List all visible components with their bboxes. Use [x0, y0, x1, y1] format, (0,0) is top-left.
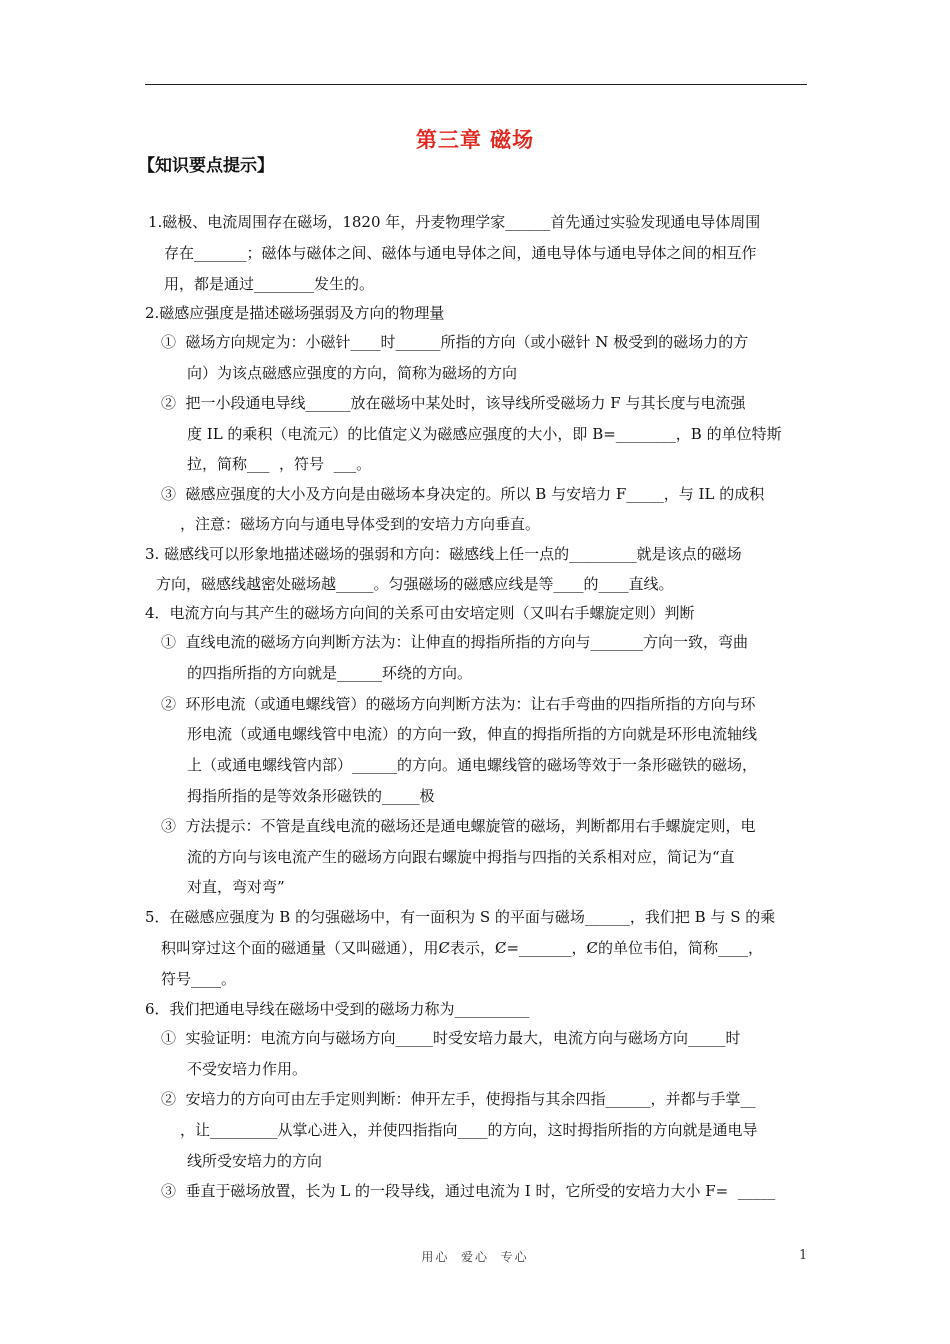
- text-line: 用，都是通过________发生的。: [164, 275, 375, 293]
- text-line: ③ 方法提示：不管是直线电流的磁场还是通电螺旋管的磁场，判断都用右手螺旋定则，电: [161, 817, 756, 835]
- text-line: 流的方向与该电流产生的磁场方向跟右螺旋中拇指与四指的关系相对应，简记为“直: [187, 848, 735, 866]
- text-line: 拇指所指的是等效条形磁铁的_____极: [187, 787, 435, 805]
- text-line: 拉，简称___ ，符号 ___。: [187, 455, 372, 473]
- text-line: 上（或通电螺线管内部）______的方向。通电螺线管的磁场等效于一条形磁铁的磁场，: [187, 756, 758, 774]
- text-line: 存在_______；磁体与磁体之间、磁体与通电导体之间，通电导体与通电导体之间的相互作: [164, 244, 757, 262]
- text-line: 线所受安培力的方向: [187, 1152, 323, 1170]
- text-line: 形电流（或通电螺线管中电流）的方向一致，伸直的拇指所指的方向就是环形电流轴线: [187, 725, 758, 743]
- header-rule: [145, 84, 807, 85]
- chapter-title: 第三章 磁场: [415, 128, 535, 152]
- text-line: ② 安培力的方向可由左手定则判断：伸开左手，使拇指与其余四指______，并都与手掌__: [161, 1090, 756, 1108]
- text-line: ，注意：磁场方向与通电导体受到的安培力方向垂直。: [180, 515, 541, 533]
- text-line: 方向，磁感线越密处磁场越_____。匀强磁场的磁感应线是等____的____直线。: [156, 575, 674, 593]
- text-line: ③ 垂直于磁场放置，长为 L 的一段导线，通过电流为 I 时，它所受的安培力大小 F= _____: [161, 1182, 776, 1200]
- text-line: ② 环形电流（或通电螺线管）的磁场方向判断方法为：让右手弯曲的四指所指的方向与环: [161, 695, 756, 713]
- text-line: 积叫穿过这个面的磁通量（又叫磁通），用Ȼ表示，Ȼ=_______，Ȼ的单位韦伯，简称____，: [161, 939, 764, 957]
- text-line: 4．电流方向与其产生的磁场方向间的关系可由安培定则（又叫右手螺旋定则）判断: [145, 604, 695, 622]
- text-line: 5．在磁感应强度为 B 的匀强磁场中，有一面积为 S 的平面与磁场______，我们把 B 与 S 的乘: [145, 908, 776, 926]
- text-line: 向）为该点磁感应强度的方向，简称为磁场的方向: [187, 364, 518, 382]
- text-line: ② 把一小段通电导线______放在磁场中某处时，该导线所受磁场力 F 与其长度与电流强: [161, 394, 746, 412]
- text-line: ① 实验证明：电流方向与磁场方向_____时受安培力最大，电流方向与磁场方向_____时: [161, 1029, 741, 1047]
- text-line: 3. 磁感线可以形象地描述磁场的强弱和方向：磁感线上任一点的_________就是该点的磁场: [145, 545, 742, 563]
- page-footer: 用心 爱心 专心: [421, 1250, 529, 1264]
- text-line: 1.磁极、电流周围存在磁场，1820 年，丹麦物理学家______首先通过实验发现通电导体周围: [148, 213, 761, 231]
- page-number: 1: [799, 1248, 808, 1263]
- text-line: 度 IL 的乘积（电流元）的比值定义为磁感应强度的大小，即 B=________，B 的单位特斯: [187, 425, 782, 443]
- section-heading: 【知识要点提示】: [138, 156, 274, 176]
- text-line: 2.磁感应强度是描述磁场强弱及方向的物理量: [145, 304, 445, 322]
- text-line: 对直，弯对弯”: [187, 878, 285, 896]
- text-line: 6．我们把通电导线在磁场中受到的磁场力称为__________: [145, 1000, 530, 1018]
- text-line: ① 直线电流的磁场方向判断方法为：让伸直的拇指所指的方向与_______方向一致，弯曲: [161, 633, 749, 651]
- text-line: ③ 磁感应强度的大小及方向是由磁场本身决定的。所以 B 与安培力 F_____，与 IL 的成积: [161, 485, 765, 503]
- text-line: 的四指所指的方向就是______环绕的方向。: [187, 664, 473, 682]
- text-line: ① 磁场方向规定为：小磁针____时______所指的方向（或小磁针 N 极受到的磁场力的方: [161, 333, 749, 351]
- text-line: 符号____。: [161, 970, 237, 988]
- text-line: 不受安培力作用。: [187, 1060, 308, 1078]
- text-line: ，让_________从掌心进入，并使四指指向____的方向，这时拇指所指的方向就是通电导: [180, 1121, 758, 1139]
